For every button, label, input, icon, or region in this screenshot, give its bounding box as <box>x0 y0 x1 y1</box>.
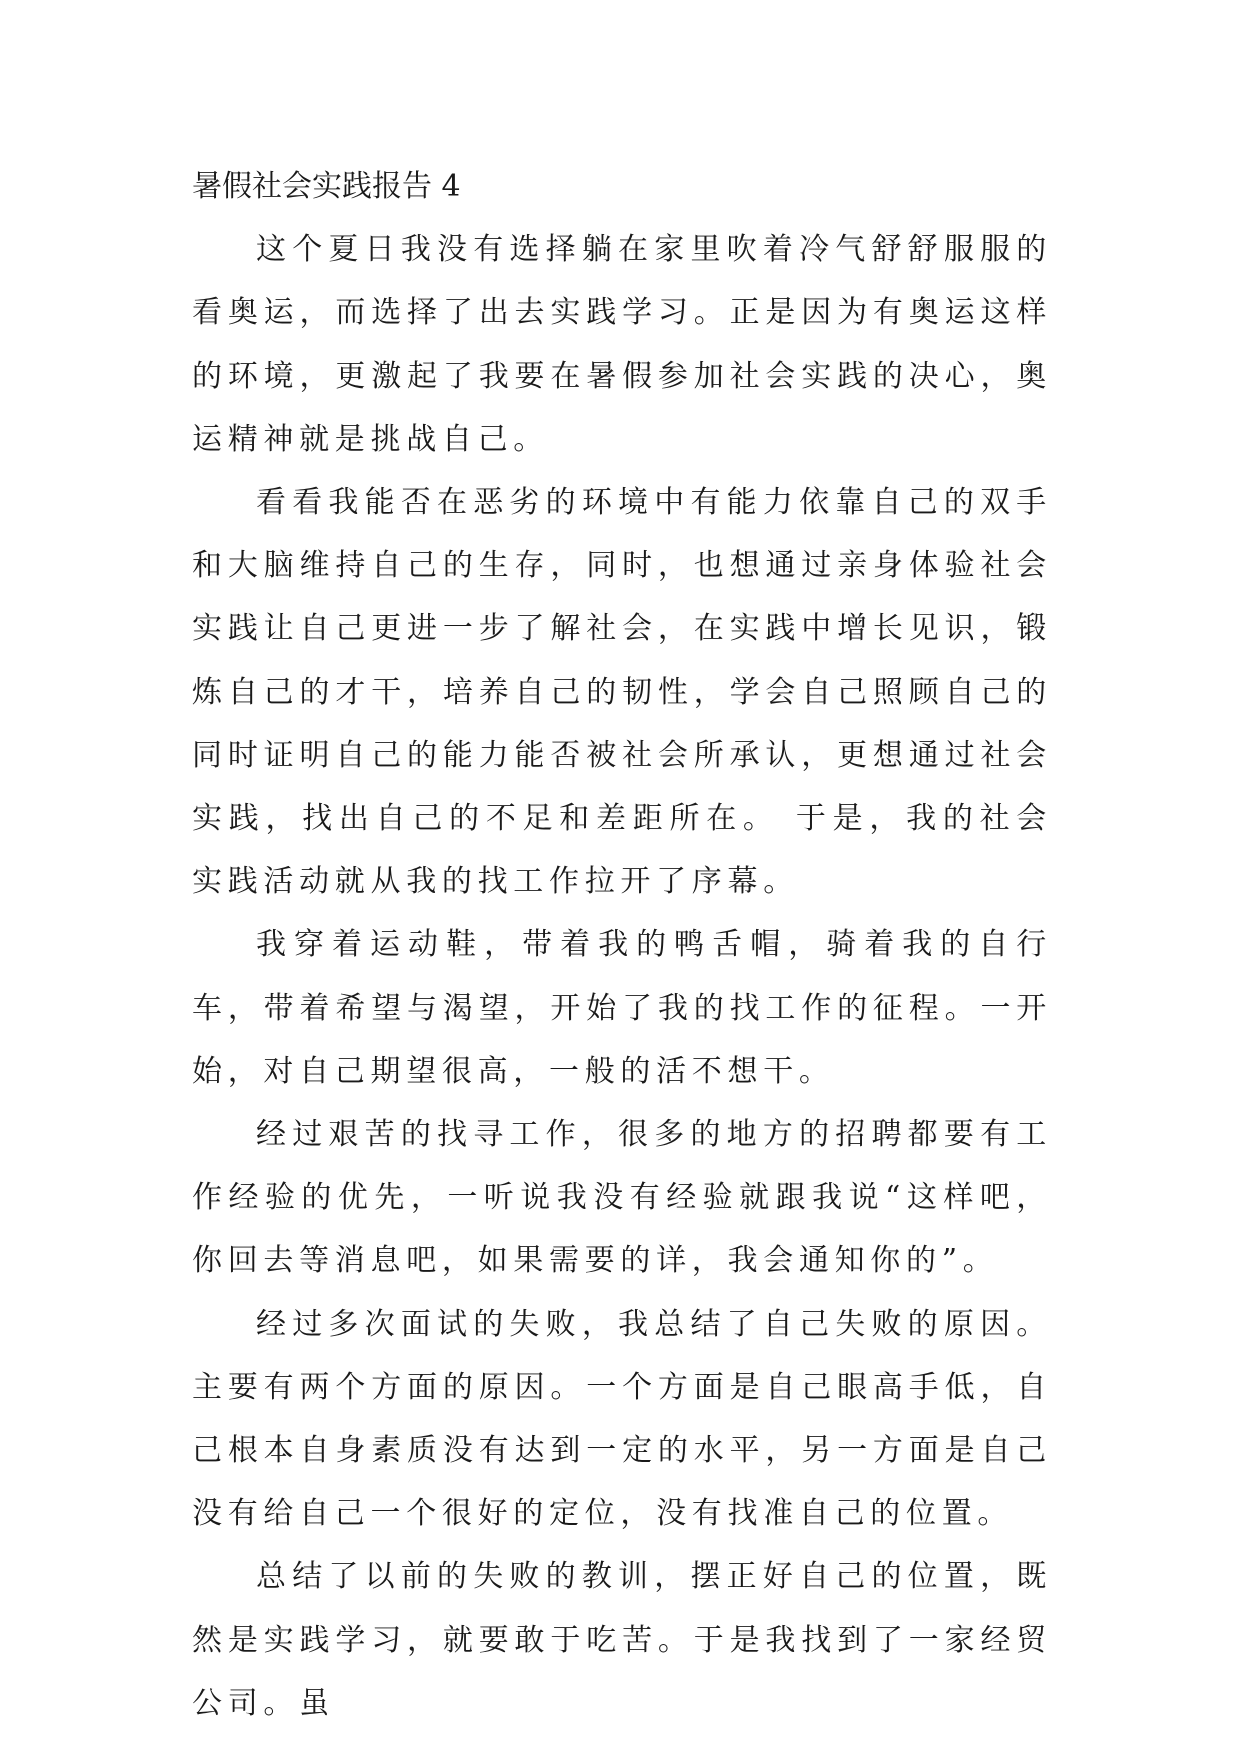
paragraph: 经过艰苦的找寻工作，很多的地方的招聘都要有工作经验的优先，一听说我没有经验就跟我说“这样吧，你回去等消息吧，如果需要的详，我会通知你的”。 <box>192 1117 1052 1279</box>
document-title: 暑假社会实践报告 4 <box>192 169 461 204</box>
paragraph: 总结了以前的失败的教训，摆正好自己的位置，既然是实践学习，就要敢于吃苦。于是我找到了一家经贸公司。虽 <box>192 1559 1052 1721</box>
paragraph: 这个夏日我没有选择躺在家里吹着冷气舒舒服服的看奥运，而选择了出去实践学习。正是因为有奥运这样的环境，更激起了我要在暑假参加社会实践的决心，奥运精神就是挑战自己。 <box>192 232 1052 457</box>
paragraph: 看看我能否在恶劣的环境中有能力依靠自己的双手和大脑维持自己的生存，同时，也想通过亲身体验社会实践让自己更进一步了解社会，在实践中增长见识，锻炼自己的才干，培养自己的韧性，学会自己照顾自己的同时证明自己的能力能否被社会所承认，更想通过社会实践，找出自己的不足和差距所在。 于是，我的社会实践活动就从我的找工作拉开了序幕。 <box>192 485 1052 900</box>
paragraph: 我穿着运动鞋，带着我的鸭舌帽，骑着我的自行车，带着希望与渴望，开始了我的找工作的征程。一开始，对自己期望很高，一般的活不想干。 <box>192 927 1052 1089</box>
document-page <box>192 155 1052 1735</box>
paragraph: 经过多次面试的失败，我总结了自己失败的原因。主要有两个方面的原因。一个方面是自己眼高手低，自己根本自身素质没有达到一定的水平，另一方面是自己没有给自己一个很好的定位，没有找准自己的位置。 <box>192 1306 1052 1532</box>
